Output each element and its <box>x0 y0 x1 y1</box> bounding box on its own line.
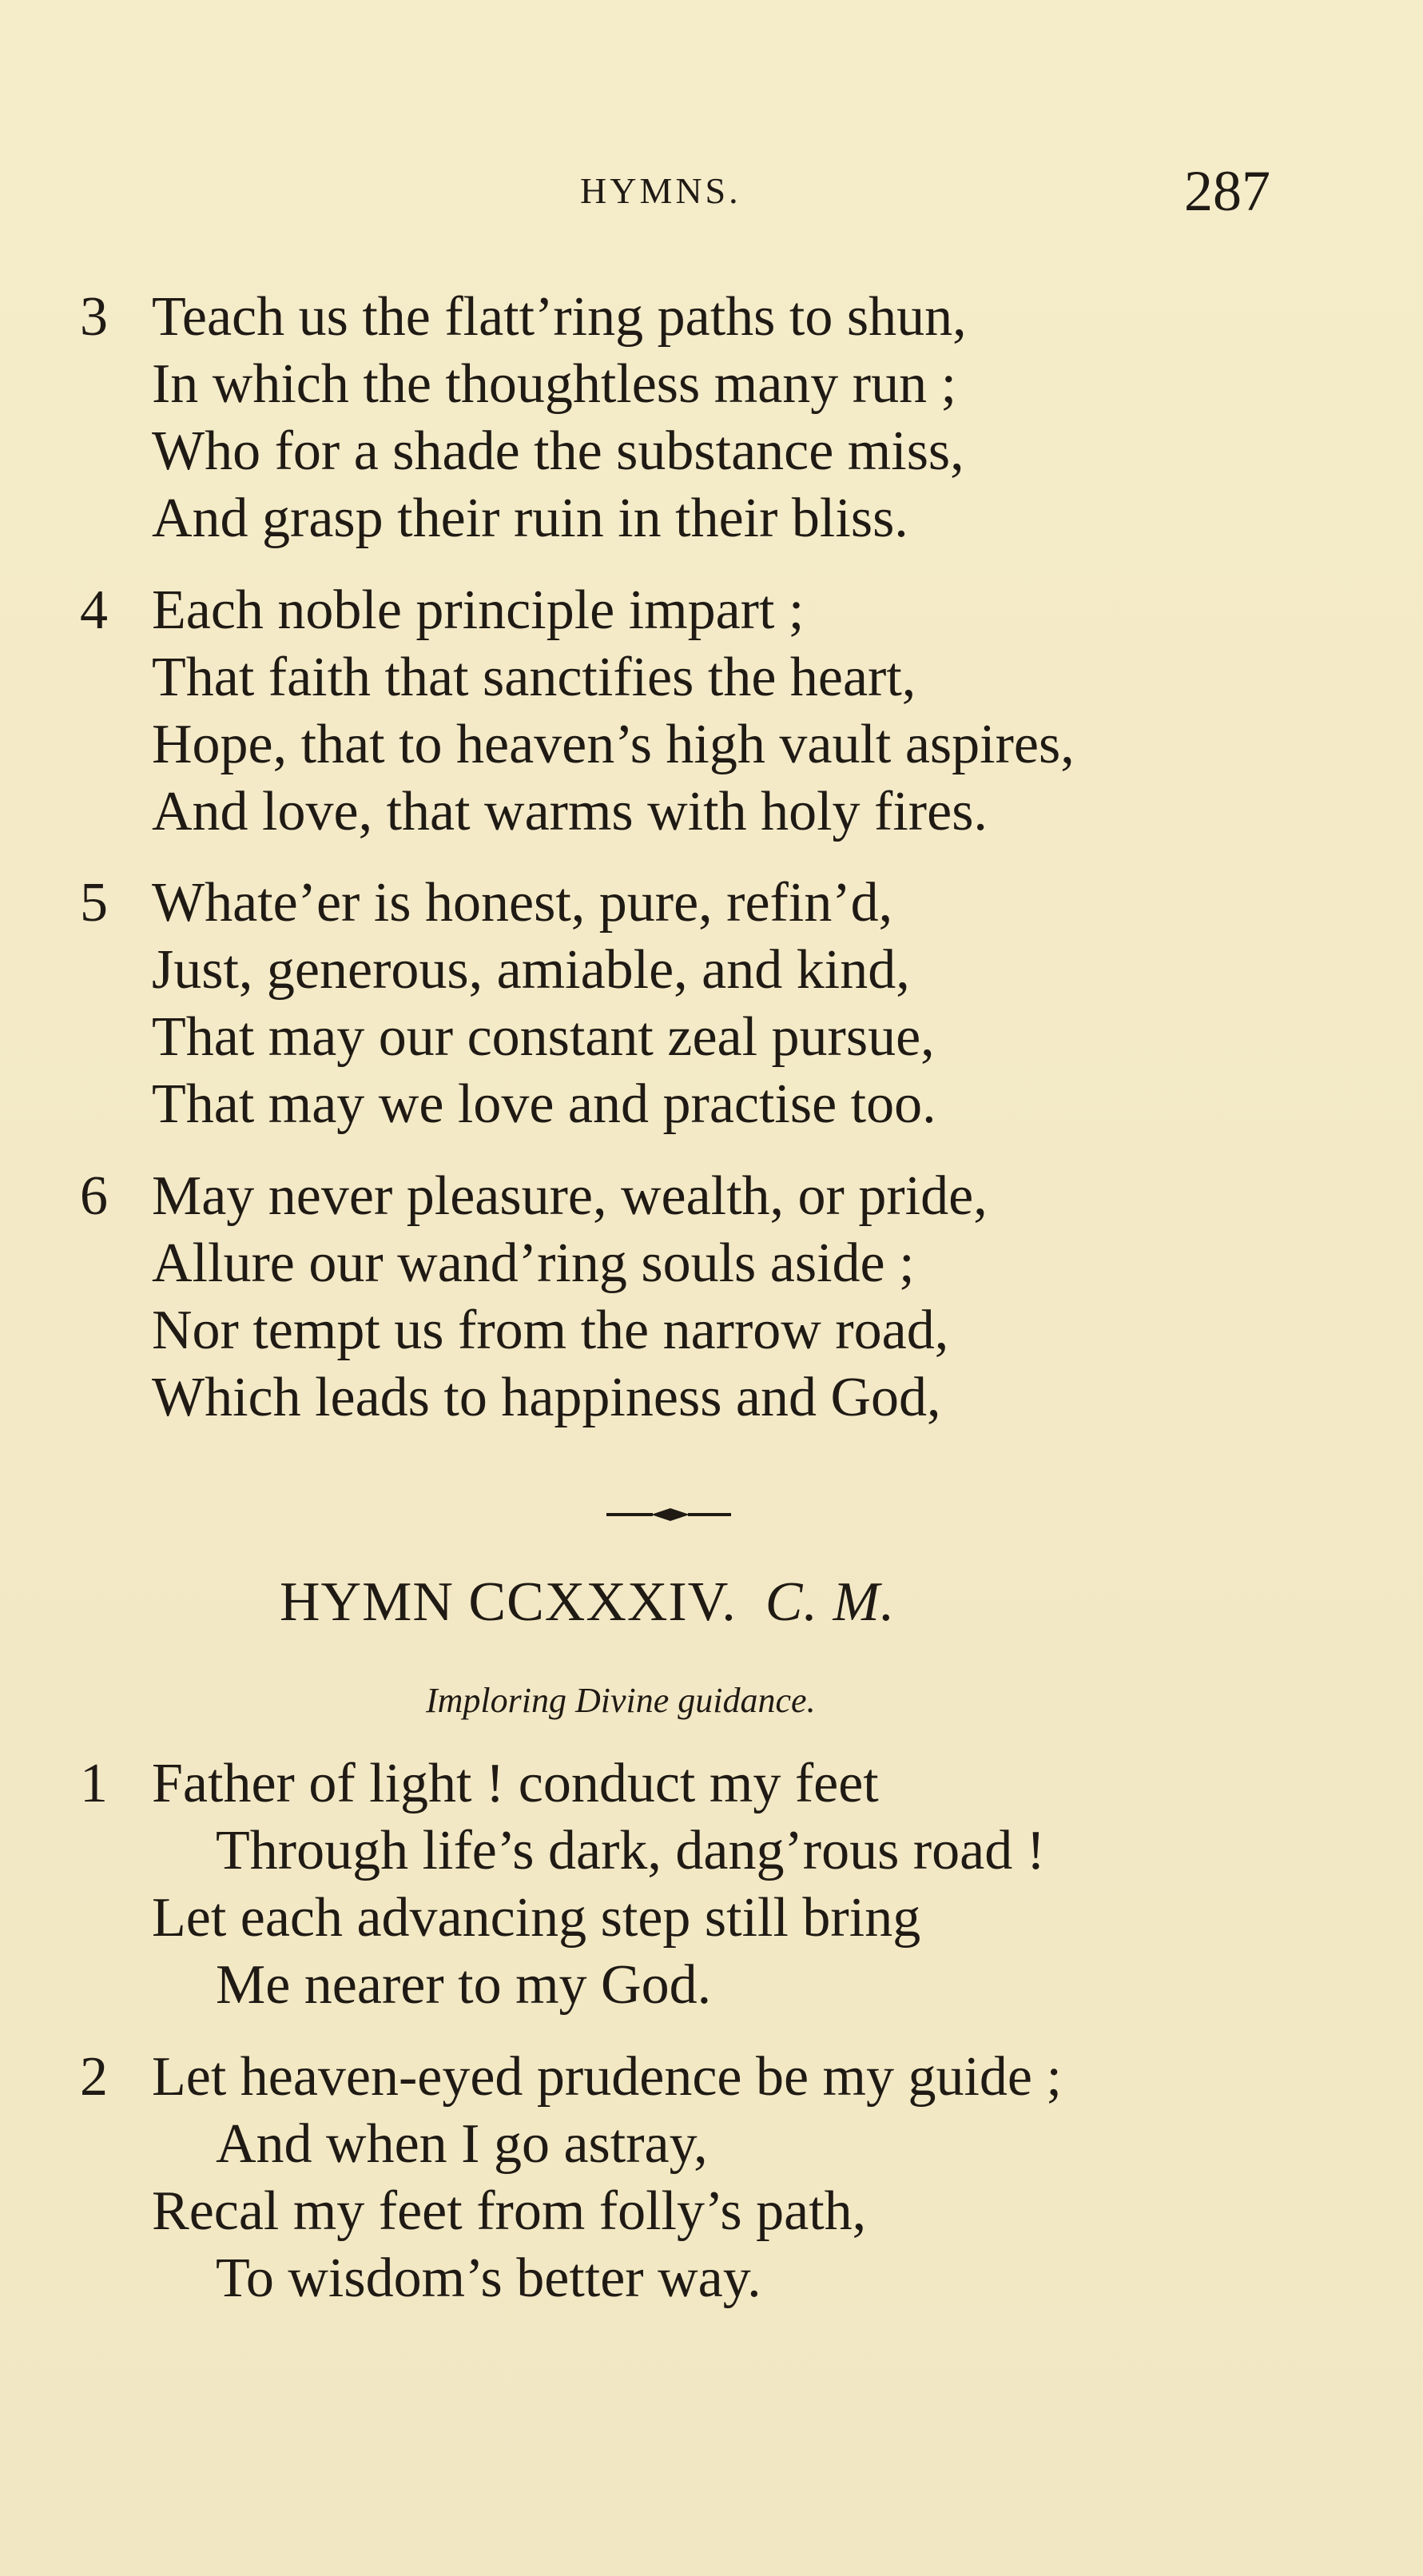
verse-line: Let heaven-eyed prudence be my guide ; <box>152 2046 1062 2108</box>
verse-line: Recal my feet from folly’s path, <box>152 2180 867 2242</box>
verse-line: And love, that warms with holy fires. <box>152 781 988 842</box>
verse-number: 2 <box>80 2046 108 2108</box>
verse-line: Let each advancing step still bring <box>152 1887 921 1949</box>
verse-line: Just, generous, amiable, and kind, <box>152 939 910 1001</box>
verse-line: Who for a shade the substance miss, <box>152 420 964 482</box>
hymn-subtitle: Imploring Divine guidance. <box>426 1681 816 1720</box>
verse-line: Teach us the flatt’ring paths to shun, <box>152 286 967 348</box>
verse-line: Whate’er is honest, pure, refin’d, <box>152 872 893 934</box>
verse-line: Hope, that to heaven’s high vault aspires, <box>152 714 1075 775</box>
hymn-title <box>280 1571 895 1634</box>
verse-line: Which leads to happiness and God, <box>152 1367 941 1428</box>
verse-line: To wisdom’s better way. <box>216 2248 761 2309</box>
verse-line: May never pleasure, wealth, or pride, <box>152 1165 988 1227</box>
verse-line: That may our constant zeal pursue, <box>152 1006 935 1068</box>
verse-number: 3 <box>80 286 108 348</box>
ornament-divider <box>605 1503 733 1527</box>
verse-number: 1 <box>80 1753 108 1814</box>
verse-line: That faith that sanctifies the heart, <box>152 647 916 708</box>
verse-line: Through life’s dark, dang’rous road ! <box>216 1820 1046 1881</box>
verse-line: Nor tempt us from the narrow road, <box>152 1300 949 1361</box>
verse-number: 4 <box>80 579 108 641</box>
hymn-number: HYMN CCXXXIV. <box>280 1571 737 1633</box>
running-head: HYMNS. <box>580 170 741 211</box>
verse-number: 6 <box>80 1165 108 1227</box>
verse-line: Father of light ! conduct my feet <box>152 1753 879 1814</box>
verse-line: That may we love and practise too. <box>152 1073 936 1135</box>
verse-line: And when I go astray, <box>216 2113 708 2175</box>
hymn-meter: C. M. <box>765 1571 896 1633</box>
verse-line: And grasp their ruin in their bliss. <box>152 488 908 549</box>
verse-line: Each noble principle impart ; <box>152 579 805 641</box>
page-number: 287 <box>1184 159 1270 223</box>
verse-line: Allure our wand’ring souls aside ; <box>152 1232 915 1294</box>
verse-line: In which the thoughtless many run ; <box>152 353 957 415</box>
verse-line: Me nearer to my God. <box>216 1954 712 2016</box>
verse-number: 5 <box>80 872 108 934</box>
